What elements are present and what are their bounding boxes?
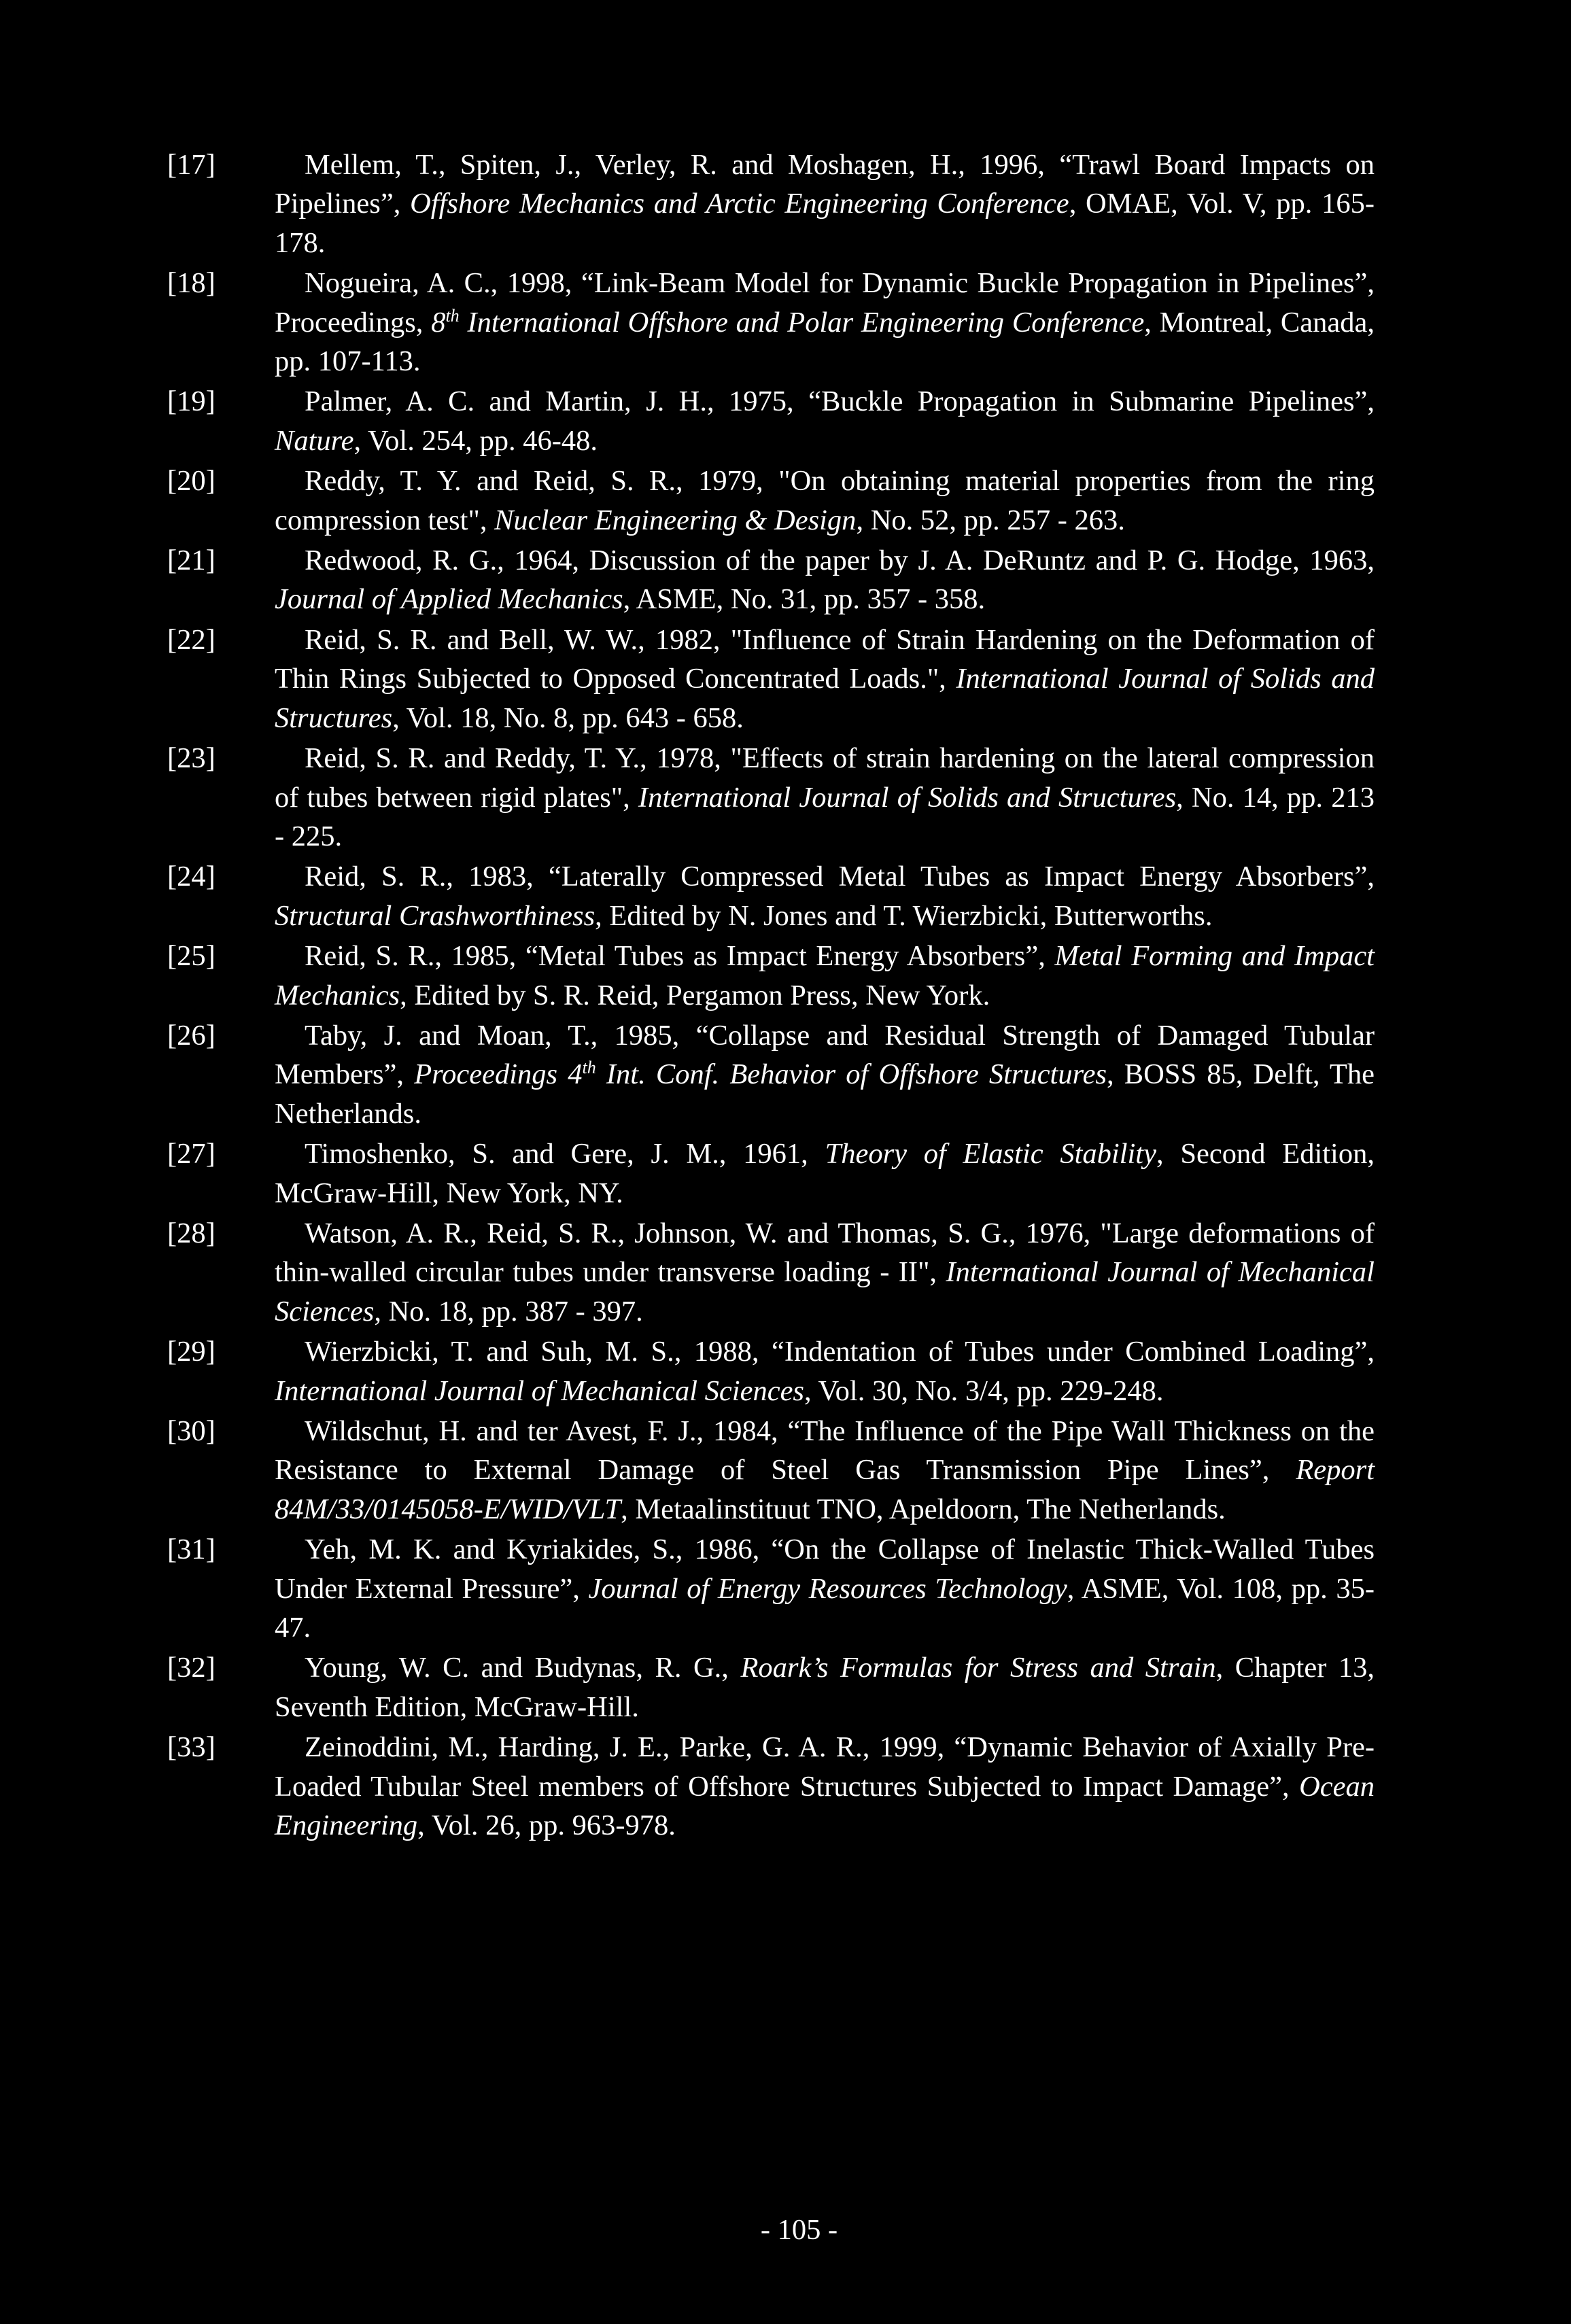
reference-title-text: International Journal of Solids and Structures <box>275 663 1375 734</box>
reference-title-text: Offshore Mechanics and Arctic Engineering Conference <box>410 188 1069 220</box>
reference-text: , Second Edition, McGraw-Hill, New York, NY. <box>275 1138 1375 1209</box>
reference-text: , Vol. 30, No. 3/4, pp. 229-248. <box>804 1374 1164 1407</box>
reference-title-text: Nature <box>275 424 354 457</box>
reference-entry <box>167 462 1375 540</box>
reference-number: [21] <box>167 544 215 577</box>
reference-text: Wierzbicki, T. and Suh, M. S., 1988, “Indentation of Tubes under Combined Loading”, <box>305 1336 1375 1368</box>
reference-entry <box>167 1530 1375 1647</box>
reference-number: [30] <box>167 1415 215 1447</box>
reference-title-text: International Offshore and Polar Engineering Conference <box>459 306 1145 339</box>
reference-text: , Vol. 26, pp. 963-978. <box>417 1809 676 1842</box>
reference-number: [23] <box>167 742 215 775</box>
reference-entry <box>167 145 1375 262</box>
reference-entry <box>167 1648 1375 1727</box>
reference-text: , OMAE, Vol. V, pp. 165-178. <box>275 188 1375 259</box>
reference-text: , Vol. 254, pp. 46-48. <box>353 424 598 457</box>
reference-entry <box>167 739 1375 856</box>
reference-number: [33] <box>167 1731 215 1764</box>
reference-title-text: International Journal of Mechanical Sciences <box>275 1256 1375 1328</box>
reference-entry <box>167 857 1375 935</box>
reference-entry <box>167 1332 1375 1410</box>
reference-title-text: th <box>582 1058 596 1078</box>
reference-title-text: Structural Crashworthiness <box>275 899 595 932</box>
reference-number: [25] <box>167 940 215 973</box>
reference-entry <box>167 264 1375 381</box>
page-number: - 105 - <box>760 2214 838 2246</box>
reference-list <box>167 145 1375 1846</box>
reference-text: Mellem, T., Spiten, J., Verley, R. and Moshagen, H., 1996, “Trawl Board Impacts on Pipelines”, <box>275 149 1375 220</box>
reference-text: , Edited by S. R. Reid, Pergamon Press, New York. <box>400 979 990 1011</box>
reference-title-text: Roark’s Formulas for Stress and Strain <box>740 1652 1216 1684</box>
reference-number: [28] <box>167 1217 215 1249</box>
reference-number: [31] <box>167 1533 215 1566</box>
reference-title-text: Int. Conf. Behavior of Offshore Structures <box>595 1058 1107 1091</box>
reference-text: Zeinoddini, M., Harding, J. E., Parke, G. A. R., 1999, “Dynamic Behavior of Axially Pre-Loaded Tubular Steel members of Offshore Structures Subjected to Impact Damage”, <box>275 1731 1375 1803</box>
reference-text: Reid, S. R., 1983, “Laterally Compressed Metal Tubes as Impact Energy Absorbers”, <box>305 861 1375 893</box>
reference-text: Reid, S. R. and Reddy, T. Y., 1978, "Effects of strain hardening on the lateral compression of tubes between rigid plates", <box>275 742 1375 814</box>
reference-title-text: International Journal of Solids and Structures <box>638 781 1177 814</box>
reference-title-text: Journal of Applied Mechanics <box>275 583 623 616</box>
reference-entry <box>167 1214 1375 1331</box>
reference-text: Palmer, A. C. and Martin, J. H., 1975, “Buckle Propagation in Submarine Pipelines”, <box>305 385 1375 418</box>
reference-text: Nogueira, A. C., 1998, “Link-Beam Model for Dynamic Buckle Propagation in Pipelines”, Proceedings, <box>275 267 1375 339</box>
reference-number: [29] <box>167 1336 215 1368</box>
reference-text: Yeh, M. K. and Kyriakides, S., 1986, “On the Collapse of Inelastic Thick-Walled Tubes Under External Pressure”, <box>275 1533 1375 1605</box>
reference-entry <box>167 1728 1375 1845</box>
reference-entry <box>167 1412 1375 1529</box>
reference-text: , No. 18, pp. 387 - 397. <box>374 1295 643 1328</box>
reference-title-text: Proceedings 4 <box>414 1058 583 1091</box>
reference-number: [22] <box>167 623 215 656</box>
reference-text: , Edited by N. Jones and T. Wierzbicki, Butterworths. <box>595 899 1213 932</box>
reference-text: Redwood, R. G., 1964, Discussion of the paper by J. A. DeRuntz and P. G. Hodge, 1963, <box>305 544 1375 577</box>
reference-entry <box>167 937 1375 1015</box>
reference-number: [32] <box>167 1652 215 1684</box>
reference-text: Taby, J. and Moan, T., 1985, “Collapse and Residual Strength of Damaged Tubular Members”, <box>275 1019 1375 1091</box>
reference-text: , Chapter 13, Seventh Edition, McGraw-Hill. <box>275 1652 1375 1723</box>
reference-title-text: International Journal of Mechanical Sciences <box>275 1374 804 1407</box>
reference-text: , BOSS 85, Delft, The Netherlands. <box>275 1058 1375 1130</box>
reference-text: Reid, S. R., 1985, “Metal Tubes as Impact Energy Absorbers”, <box>305 940 1055 973</box>
reference-title-text: Ocean Engineering <box>275 1770 1375 1842</box>
reference-text: , No. 14, pp. 213 - 225. <box>275 781 1375 852</box>
reference-text: , Montreal, Canada, pp. 107-113. <box>275 306 1375 378</box>
reference-entry <box>167 382 1375 460</box>
reference-number: [19] <box>167 385 215 418</box>
reference-title-text: Report 84M/33/0145058-E/WID/VLT <box>275 1454 1375 1525</box>
reference-text: , ASME, Vol. 108, pp. 35-47. <box>275 1572 1375 1644</box>
reference-number: [20] <box>167 465 215 498</box>
reference-entry <box>167 541 1375 619</box>
reference-number: [17] <box>167 149 215 181</box>
reference-entry <box>167 621 1375 738</box>
reference-entry <box>167 1134 1375 1213</box>
reference-text: Wildschut, H. and ter Avest, F. J., 1984, “The Influence of the Pipe Wall Thickness on the Resistance to External Damage of Steel Gas Transmission Pipe Lines”, <box>275 1415 1375 1487</box>
reference-number: [18] <box>167 267 215 300</box>
reference-entry <box>167 1016 1375 1133</box>
reference-text: Watson, A. R., Reid, S. R., Johnson, W. and Thomas, S. G., 1976, "Large deformations of thin-walled circular tubes under transverse loading - II", <box>275 1217 1375 1289</box>
reference-text: Reid, S. R. and Bell, W. W., 1982, "Influence of Strain Hardening on the Deformation of Thin Rings Subjected to Opposed Concentrated Loads.", <box>275 623 1375 695</box>
reference-number: [24] <box>167 861 215 893</box>
reference-title-text: Theory of Elastic Stability <box>825 1138 1156 1170</box>
reference-title-text: 8 <box>431 306 446 339</box>
reference-number: [26] <box>167 1019 215 1052</box>
reference-text: , ASME, No. 31, pp. 357 - 358. <box>623 583 986 616</box>
reference-title-text: th <box>445 305 460 326</box>
reference-text: , No. 52, pp. 257 - 263. <box>856 504 1125 536</box>
reference-title-text: Journal of Energy Resources Technology <box>588 1572 1067 1605</box>
reference-number: [27] <box>167 1138 215 1170</box>
reference-title-text: Metal Forming and Impact Mechanics <box>275 940 1375 1011</box>
reference-text: Young, W. C. and Budynas, R. G., <box>305 1652 741 1684</box>
reference-text: , Vol. 18, No. 8, pp. 643 - 658. <box>392 701 744 734</box>
reference-text: , Metaalinstituut TNO, Apeldoorn, The Netherlands. <box>621 1493 1226 1525</box>
reference-text: Timoshenko, S. and Gere, J. M., 1961, <box>305 1138 825 1170</box>
reference-text: Reddy, T. Y. and Reid, S. R., 1979, "On obtaining material properties from the ring compression test", <box>275 465 1375 536</box>
reference-title-text: Nuclear Engineering & Design <box>494 504 857 536</box>
